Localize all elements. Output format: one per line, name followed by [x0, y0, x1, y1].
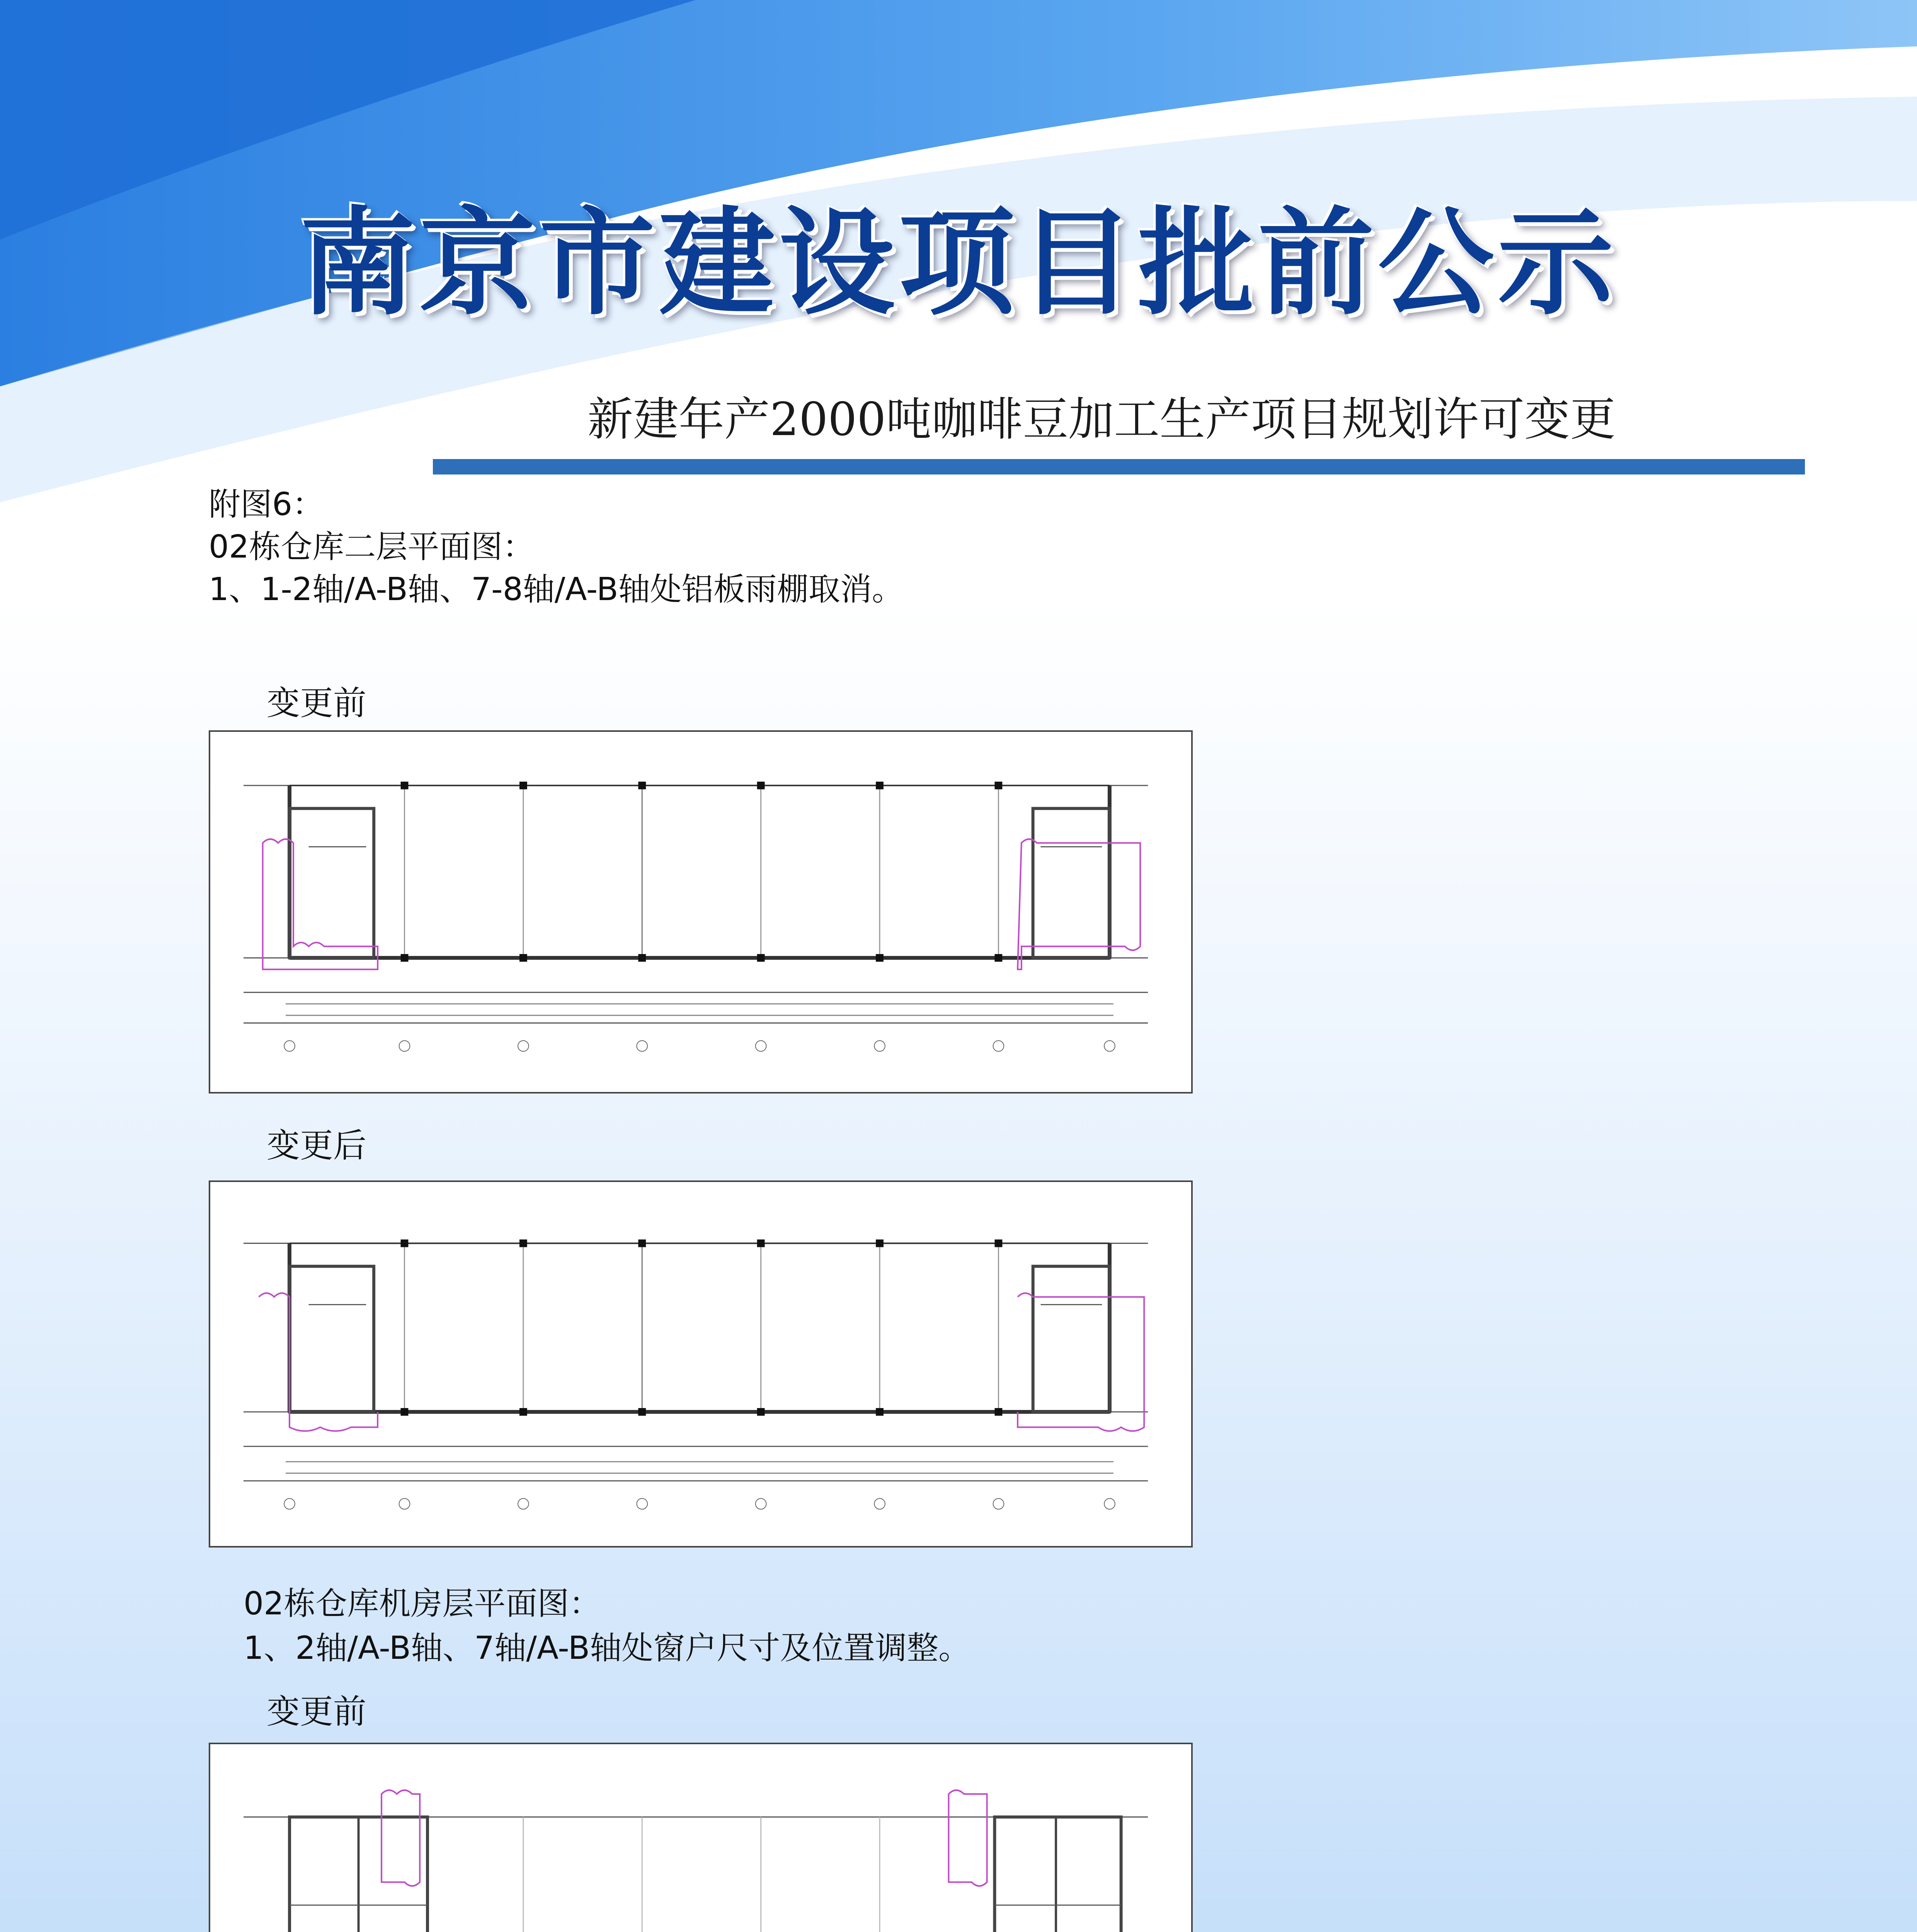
machine-room-plan-before [210, 1744, 1191, 1932]
section2-before-label: 变更前 [267, 1692, 366, 1731]
section1-after-label: 变更后 [267, 1126, 366, 1165]
floor-plan-2f-before [210, 732, 1191, 1092]
section1-before-label: 变更前 [267, 684, 366, 723]
floor-plan-2f-after [210, 1182, 1191, 1546]
project-subtitle: 新建年产2000吨咖啡豆加工生产项目规划许可变更 [587, 393, 1616, 446]
subtitle-underline [433, 459, 1805, 474]
section1-before-drawing [209, 730, 1193, 1094]
section1-note: 1、1-2轴/A-B轴、7-8轴/A-B轴处铝板雨棚取消。 [209, 571, 904, 608]
section2-note: 1、2轴/A-B轴、7轴/A-B轴处窗户尺寸及位置调整。 [243, 1630, 970, 1667]
section2-before-drawing [209, 1743, 1193, 1932]
section1-heading: 02栋仓库二层平面图： [209, 529, 535, 565]
section2-heading: 02栋仓库机房层平面图： [243, 1585, 601, 1622]
section1-after-drawing [209, 1180, 1193, 1548]
figure-label: 附图6： [209, 486, 324, 523]
page-title: 南京市建设项目批前公示 [300, 194, 1617, 331]
